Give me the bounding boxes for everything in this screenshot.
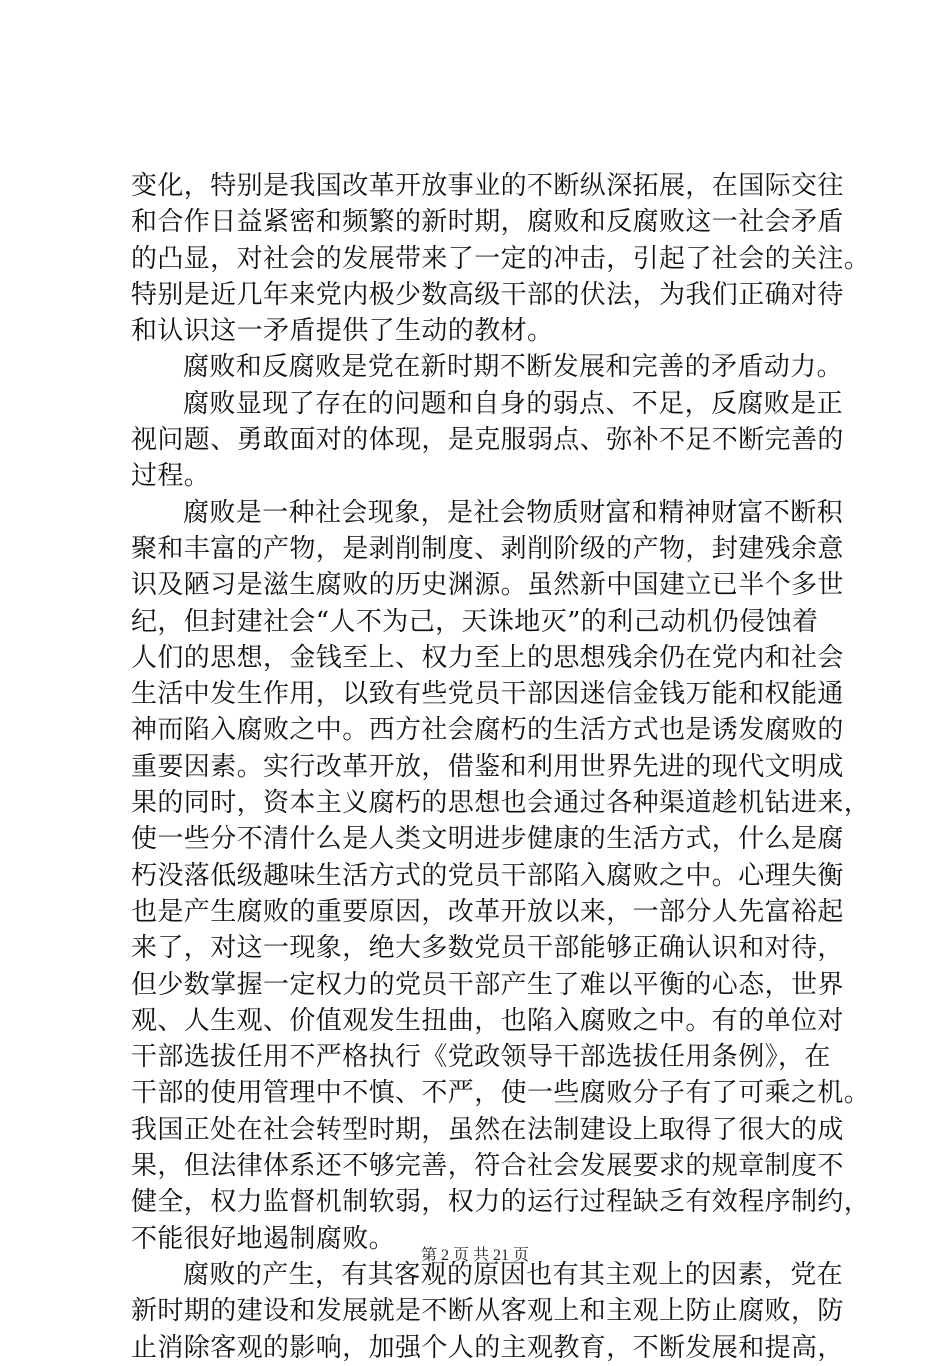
text-line: 新时期的建设和发展就是不断从客观上和主观上防止腐败，防 — [131, 1296, 844, 1327]
text-line: 纪，但封建社会“人不为己，天诛地灭”的利己动机仍侵蚀着 — [131, 606, 819, 637]
text-line: 视问题、勇敢面对的体现，是克服弱点、弥补不足不断完善的 — [131, 425, 844, 456]
text-line: 和合作日益紧密和频繁的新时期，腐败和反腐败这一社会矛盾 — [131, 207, 844, 238]
text-line: 我国正处在社会转型时期，虽然在法制建设上取得了很大的成 — [131, 1114, 844, 1145]
document-body — [131, 168, 871, 1366]
text-line: 观、人生观、价值观发生扭曲，也陷入腐败之中。有的单位对 — [131, 1005, 844, 1036]
text-line: 但少数掌握一定权力的党员干部产生了难以平衡的心态，世界 — [131, 969, 844, 1000]
text-line: 使一些分不清什么是人类文明进步健康的生活方式，什么是腐 — [131, 824, 844, 855]
text-line: 和认识这一矛盾提供了生动的教材。 — [131, 316, 554, 347]
text-line: 果的同时，资本主义腐朽的思想也会通过各种渠道趁机钻进来， — [131, 788, 871, 819]
text-line: 腐败和反腐败是党在新时期不断发展和完善的矛盾动力。 — [183, 352, 844, 383]
paragraph — [131, 349, 844, 385]
text-line: 重要因素。实行改革开放，借鉴和利用世界先进的现代文明成 — [131, 751, 844, 782]
text-line: 也是产生腐败的重要原因，改革开放以来，一部分人先富裕起 — [131, 896, 844, 927]
paragraph — [131, 495, 871, 1257]
paragraph — [131, 386, 844, 495]
text-line: 腐败的产生，有其客观的原因也有其主观上的因素，党在 — [183, 1259, 844, 1290]
page-footer: 第 2 页 共 21 页 — [420, 1247, 529, 1264]
text-line: 识及陋习是滋生腐败的历史渊源。虽然新中国建立已半个多世 — [131, 570, 844, 601]
text-line: 特别是近几年来党内极少数高级干部的伏法，为我们正确对待 — [131, 279, 844, 310]
paragraph — [131, 168, 871, 349]
text-line: 聚和丰富的产物，是剥削制度、剥削阶级的产物，封建残余意 — [131, 533, 844, 564]
text-line: 过程。 — [131, 461, 211, 492]
text-line: 干部的使用管理中不慎、不严，使一些腐败分子有了可乘之机。 — [131, 1078, 871, 1109]
text-line: 健全，权力监督机制软弱，权力的运行过程缺乏有效程序制约， — [131, 1187, 871, 1218]
text-line: 生活中发生作用，以致有些党员干部因迷信金钱万能和权能通 — [131, 679, 844, 710]
text-line: 腐败显现了存在的问题和自身的弱点、不足，反腐败是正 — [183, 388, 844, 419]
text-line: 朽没落低级趣味生活方式的党员干部陷入腐败之中。心理失衡 — [131, 860, 844, 891]
text-line: 人们的思想，金钱至上、权力至上的思想残余仍在党内和社会 — [131, 642, 844, 673]
text-line: 神而陷入腐败之中。西方社会腐朽的生活方式也是诱发腐败的 — [131, 715, 844, 746]
text-line: 腐败是一种社会现象，是社会物质财富和精神财富不断积 — [183, 497, 844, 528]
text-line: 变化，特别是我国改革开放事业的不断纵深拓展，在国际交往 — [131, 171, 844, 201]
text-line: 止消除客观的影响，加强个人的主观教育，不断发展和提高， — [131, 1332, 844, 1363]
text-line: 的凸显，对社会的发展带来了一定的冲击，引起了社会的关注。 — [131, 243, 871, 274]
text-line: 果，但法律体系还不够完善，符合社会发展要求的规章制度不 — [131, 1151, 844, 1182]
text-line: 来了，对这一现象，绝大多数党员干部能够正确认识和对待， — [131, 933, 844, 964]
text-line: 不能很好地遏制腐败。 — [131, 1223, 396, 1254]
text-line: 干部选拔任用不严格执行《党政领导干部选拔任用条例》，在 — [131, 1042, 831, 1073]
paragraph — [131, 1257, 844, 1366]
